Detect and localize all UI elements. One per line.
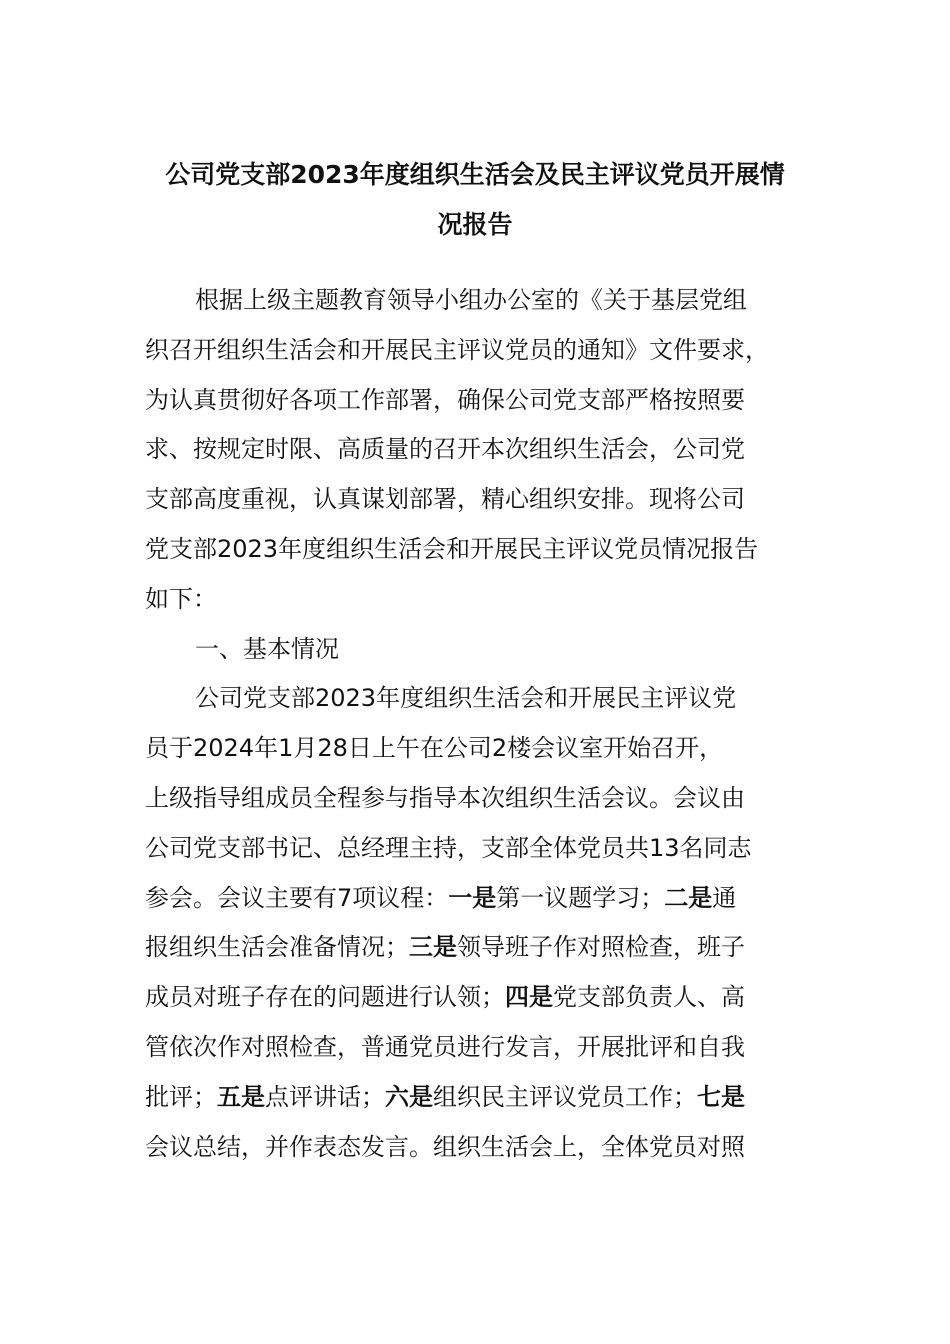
- agenda-keyword: 六是: [385, 1082, 433, 1111]
- text-run: 报组织生活会准备情况；: [145, 933, 409, 962]
- paragraph-line: 上级指导组成员全程参与指导本次组织生活会议。会议由: [145, 783, 745, 812]
- agenda-lines: [145, 874, 810, 1173]
- title-line: 公司党支部2023年度组织生活会及民主评议党员开展情: [165, 160, 785, 189]
- document-body: [145, 276, 810, 1172]
- section-heading: 一、基本情况: [195, 634, 339, 663]
- paragraph-line: [145, 973, 810, 1023]
- paragraph-line: [145, 1023, 810, 1073]
- text-run: 领导班子作对照检查，班子: [457, 933, 745, 962]
- intro-paragraph: [145, 276, 810, 625]
- agenda-keyword: 五是: [217, 1082, 265, 1111]
- text-run: 党支部负责人、高: [553, 983, 745, 1012]
- text-run: 管依次作对照检查，普通党员进行发言，开展批评和自我: [145, 1032, 745, 1061]
- paragraph-line: 为认真贯彻好各项工作部署，确保公司党支部严格按照要: [145, 385, 745, 414]
- paragraph-line: 员于2024年1月28日上午在公司2楼会议室开始召开，: [145, 734, 724, 763]
- paragraph-line: 公司党支部书记、总经理主持，支部全体党员共13名同志: [145, 833, 752, 862]
- agenda-keyword: 三是: [409, 933, 457, 962]
- paragraph-line: [145, 923, 810, 973]
- agenda-keyword: 二是: [664, 883, 713, 912]
- text-run: 第一议题学习；: [496, 883, 665, 912]
- paragraph-line: 支部高度重视，认真谋划部署，精心组织安排。现将公司: [145, 485, 745, 514]
- agenda-keyword: 七是: [697, 1082, 745, 1111]
- document-title: [145, 150, 805, 250]
- paragraph-line: [145, 1123, 810, 1173]
- paragraph-line: 公司党支部2023年度组织生活会和开展民主评议党: [195, 684, 737, 713]
- paragraph-line: [145, 874, 810, 924]
- text-run: 参会。会议主要有7项议程：: [145, 883, 449, 912]
- paragraph-line: 根据上级主题教育领导小组办公室的《关于基层党组: [195, 286, 747, 314]
- paragraph-line: 求、按规定时限、高质量的召开本次组织生活会，公司党: [145, 435, 745, 464]
- agenda-keyword: 一是: [448, 883, 497, 912]
- paragraph-line: 织召开组织生活会和开展民主评议党员的通知》文件要求，: [145, 335, 769, 364]
- paragraph-line: 如下：: [145, 584, 217, 613]
- text-run: 组织民主评议党员工作；: [433, 1082, 697, 1111]
- text-run: 会议总结，并作表态发言。组织生活会上，全体党员对照: [145, 1132, 745, 1161]
- paragraph-line: 党支部2023年度组织生活会和开展民主评议党员情况报告: [145, 534, 759, 563]
- text-run: 通: [712, 883, 737, 912]
- title-line: 况报告: [437, 209, 513, 239]
- paragraph-line: [145, 1073, 810, 1123]
- text-run: 成员对班子存在的问题进行认领；: [145, 983, 505, 1012]
- basic-situation-paragraph: [145, 674, 810, 1172]
- text-run: 点评讲话；: [265, 1082, 385, 1111]
- agenda-keyword: 四是: [505, 983, 553, 1012]
- text-run: 批评；: [145, 1082, 217, 1111]
